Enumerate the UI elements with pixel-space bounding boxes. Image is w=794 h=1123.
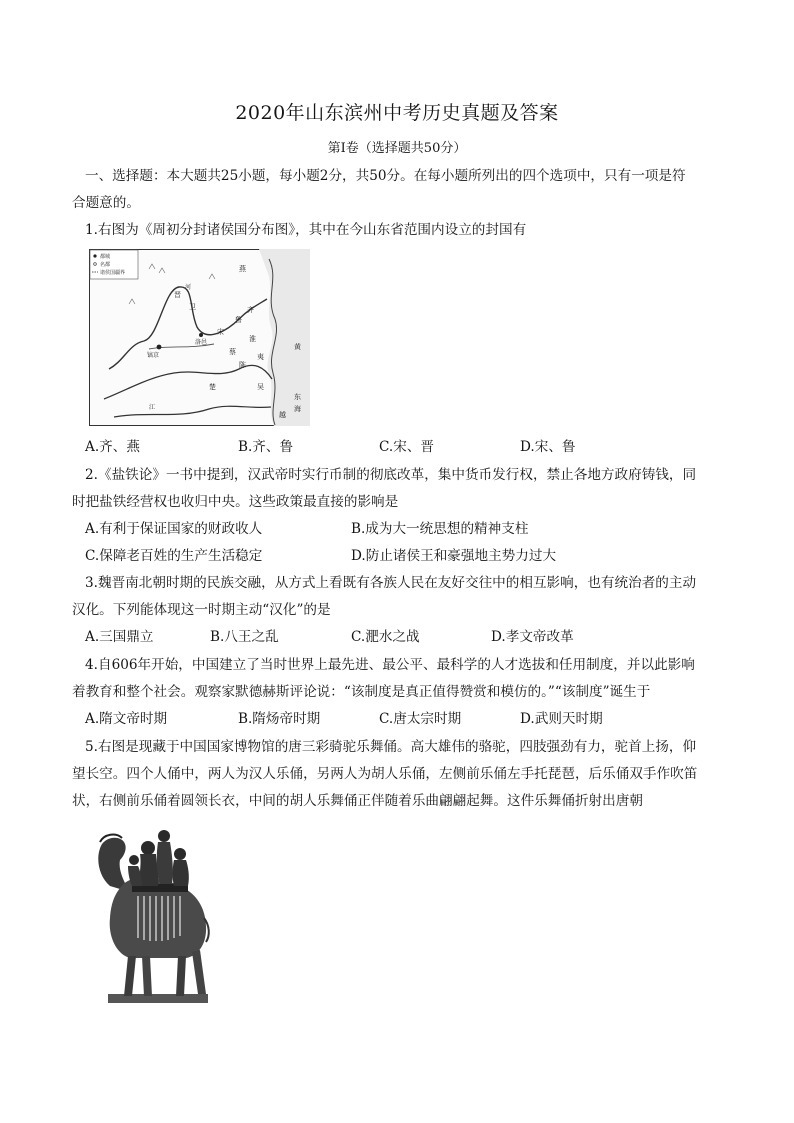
map-label: 淮	[249, 335, 256, 343]
map-label: 河	[185, 284, 192, 291]
map-label: 镐京	[147, 352, 160, 359]
map-legend-item: 诸侯国疆界	[100, 270, 126, 276]
question-3-stem-1: 3.魏晋南北朝时期的民族交融，从方式上看既有各族人民在友好交往中的相互影响，也有统治者的主动	[85, 575, 697, 591]
tang-sancai-camel-figurine	[90, 826, 212, 1004]
map-label: 黄	[294, 343, 301, 351]
q2-option-c[interactable]: C.保障老百姓的生产生活稳定	[85, 548, 263, 564]
q4-option-a[interactable]: A.隋文帝时期	[85, 711, 168, 727]
q2-option-a[interactable]: A.有利于保证国家的财政收人	[85, 521, 263, 537]
map-label: 吴	[257, 383, 264, 391]
question-1-stem: 1.右图为《周初分封诸侯国分布图》，其中在今山东省范围内设立的封国有	[85, 222, 527, 238]
luoyi-marker	[199, 333, 203, 337]
map-label: 东	[294, 393, 301, 401]
map-label: 晋	[174, 291, 181, 299]
instructions-line-2: 合题意的。	[72, 195, 140, 211]
question-5-stem-3: 状，右侧前乐俑着圆领长衣，中间的胡人乐舞俑正伴随着乐曲翩翩起舞。这件乐舞俑折射出唐朝	[72, 793, 643, 809]
map-label: 江	[149, 404, 156, 411]
q3-option-d[interactable]: D.孝文帝改革	[491, 629, 574, 645]
q4-option-c[interactable]: C.唐太宗时期	[379, 711, 462, 727]
map-label: 宋	[217, 328, 224, 336]
question-2-stem-1: 2.《盐铁论》一书中提到，汉武帝时实行币制的彻底改革，集中货币发行权，禁止各地方政府铸钱，同	[85, 467, 697, 483]
q3-option-b[interactable]: B.八王之乱	[210, 629, 279, 645]
map-legend-item: 都城	[100, 254, 111, 260]
haojing-marker	[157, 345, 162, 350]
capital-symbol-icon	[93, 254, 96, 257]
map-label: 燕	[239, 265, 246, 273]
q1-option-c[interactable]: C.宋、晋	[379, 439, 435, 455]
map-label: 卫	[189, 303, 196, 311]
section-subtitle: 第I卷（选择题共50分）	[327, 141, 467, 156]
map-label: 楚	[209, 383, 216, 391]
question-5-stem-1: 5.右图是现藏于中国国家博物馆的唐三彩骑驼乐舞俑。高大雄伟的骆驼，四肢强劲有力，驼首上扬，仰	[85, 739, 697, 755]
question-5-stem-2: 望长空。四个人俑中，两人为汉人乐俑，另两人为胡人乐俑，左侧前乐俑左手托琵琶，后乐俑双手作吹笛	[72, 766, 698, 782]
map-label: 蔡	[229, 348, 236, 356]
zhou-fief-map	[89, 249, 310, 426]
q1-option-b[interactable]: B.齐、鲁	[238, 439, 294, 455]
page-title: 2020年山东滨州中考历史真题及答案	[235, 102, 559, 124]
map-label: 齐	[247, 306, 254, 314]
question-2-stem-2: 时把盐铁经营权也收归中央。这些政策最直接的影响是	[72, 494, 399, 510]
map-label: 海	[294, 405, 301, 413]
instructions-line-1: 一、选择题：本大题共25小题，每小题2分，共50分。在每小题所列出的四个选项中，只有一项是符	[85, 168, 686, 184]
q1-option-a[interactable]: A.齐、燕	[85, 439, 140, 455]
q1-option-d[interactable]: D.宋、鲁	[520, 439, 576, 455]
map-legend-item: 名都	[100, 262, 111, 268]
q4-option-d[interactable]: D.武则天时期	[520, 711, 603, 727]
q3-option-a[interactable]: A.三国鼎立	[85, 629, 154, 645]
map-label: 夷	[257, 353, 264, 361]
map-label: 越	[279, 411, 286, 419]
map-label: 陈	[239, 361, 246, 369]
q2-option-d[interactable]: D.防止诸侯王和豪强地主势力过大	[351, 548, 557, 564]
question-3-stem-2: 汉化。下列能体现这一时期主动“汉化”的是	[72, 602, 331, 618]
question-4-stem-2: 着教育和整个社会。观察家默德赫斯评论说：“该制度是真正值得赞赏和模仿的。”“该制度”诞生于	[72, 684, 651, 700]
q3-option-c[interactable]: C.淝水之战	[351, 629, 420, 645]
map-label: 洛邑	[195, 339, 208, 346]
q4-option-b[interactable]: B.隋炀帝时期	[238, 711, 321, 727]
question-4-stem-1: 4.自606年开始，中国建立了当时世界上最先进、最公平、最科学的人才选拔和任用制度，并以此影响	[85, 657, 695, 673]
q2-option-b[interactable]: B.成为大一统思想的精神支柱	[351, 521, 529, 537]
map-label: 鲁	[235, 316, 242, 324]
